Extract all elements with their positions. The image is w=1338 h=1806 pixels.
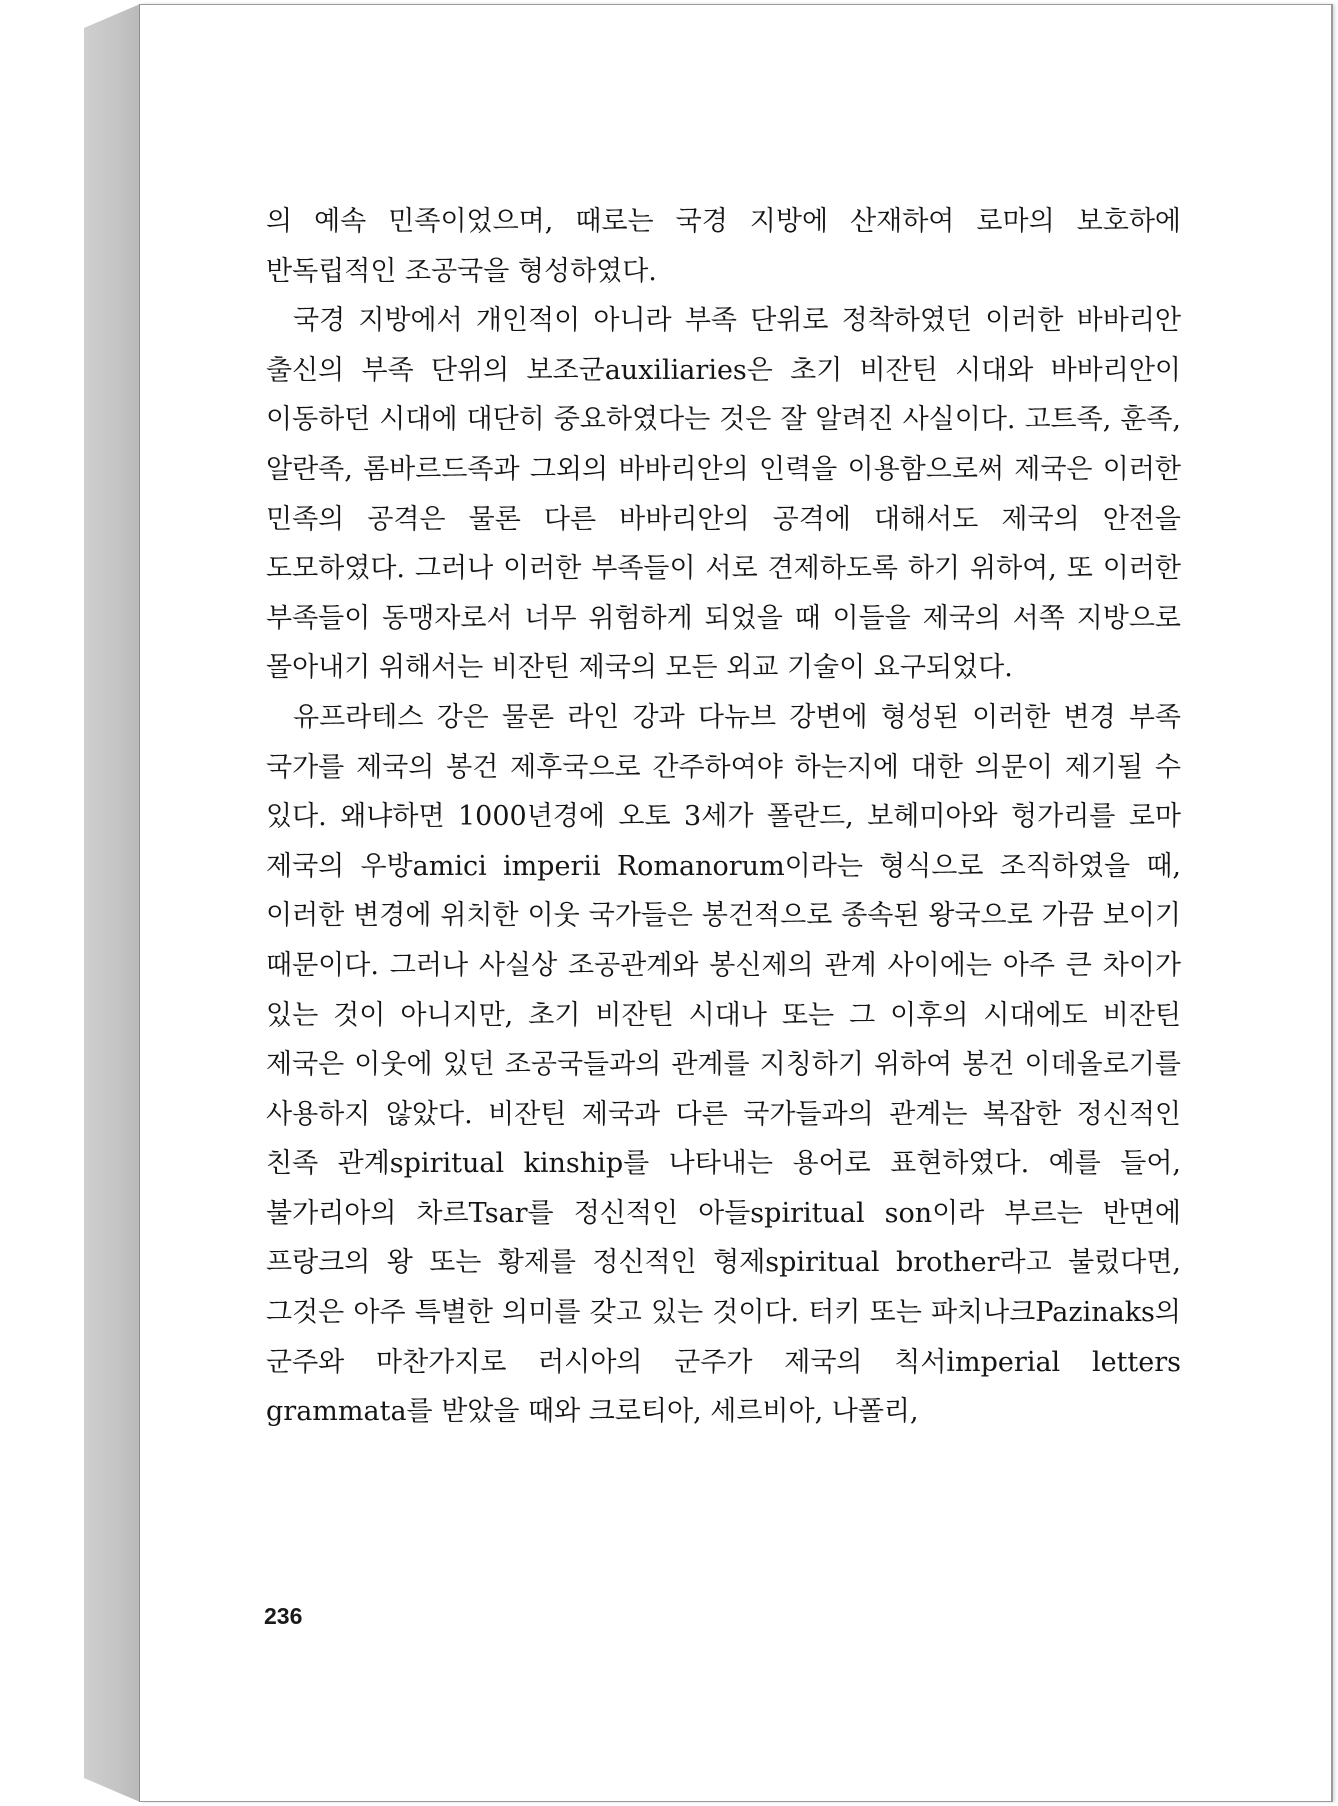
paragraph-1: 의 예속 민족이었으며, 때로는 국경 지방에 산재하여 로마의 보호하에 반독립적인 조공국을 형성하였다. <box>266 206 1181 287</box>
paragraph-3: 유프라테스 강은 물론 라인 강과 다뉴브 강변에 형성된 이러한 변경 부족 국가를 제국의 봉건 제후국으로 간주하여야 하는지에 대한 의문이 제기될 수 있다. 왜냐하면 1000년경에 오토 3세가 폴란드, 보헤미아와 헝가리를 로마 제국의 우방amici imperii Romanorum이라는 형식으로 조직하였을 때, 이러한 변경에 위치한 이웃 국가들은 봉건적으로 종속된 왕국으로 가끔 보이기 때문이다. 그러나 사실상 조공관계와 봉신제의 관계 사이에는 아주 큰 차이가 있는 것이 아니지만, 초기 비잔틴 시대나 또는 그 이후의 시대에도 비잔틴 제국은 이웃에 있던 조공국들과의 관계를 지칭하기 위하여 봉건 이데올로기를 사용하지 않았다. 비잔틴 제국과 다른 국가들과의 관계는 복잡한 정신적인 친족 관계spiritual kinship를 나타내는 용어로 표현하였다. 예를 들어, 불가리아의 차르Tsar를 정신적인 아들spiritual son이라 부르는 반면에 프랑크의 왕 또는 황제를 정신적인 형제spiritual brother라고 불렀다면, 그것은 아주 특별한 의미를 갖고 있는 것이다. 터키 또는 파치나크Pazinaks의 군주와 마찬가지로 러시아의 군주가 제국의 칙서imperial letters grammata를 받았을 때와 크로티아, 세르비아, 나폴리, <box>266 701 1181 1428</box>
page-number: 236 <box>264 1603 303 1629</box>
body-text <box>266 197 1181 1437</box>
paragraph-2: 국경 지방에서 개인적이 아니라 부족 단위로 정착하였던 이러한 바바리안 출신의 부족 단위의 보조군auxiliaries은 초기 비잔틴 시대와 바바리안이 이동하던 시대에 대단히 중요하였다는 것은 잘 알려진 사실이다. 고트족, 훈족, 알란족, 롬바르드족과 그외의 바바리안의 인력을 이용함으로써 제국은 이러한 민족의 공격은 물론 다른 바바리안의 공격에 대해서도 제국의 안전을 도모하였다. 그러나 이러한 부족들이 서로 견제하도록 하기 위하여, 또 이러한 부족들이 동맹자로서 너무 위험하게 되었을 때 이들을 제국의 서쪽 지방으로 몰아내기 위해서는 비잔틴 제국의 모든 외교 기술이 요구되었다. <box>266 305 1181 684</box>
book-page <box>140 4 1333 1802</box>
book-page-edge <box>84 4 140 1802</box>
